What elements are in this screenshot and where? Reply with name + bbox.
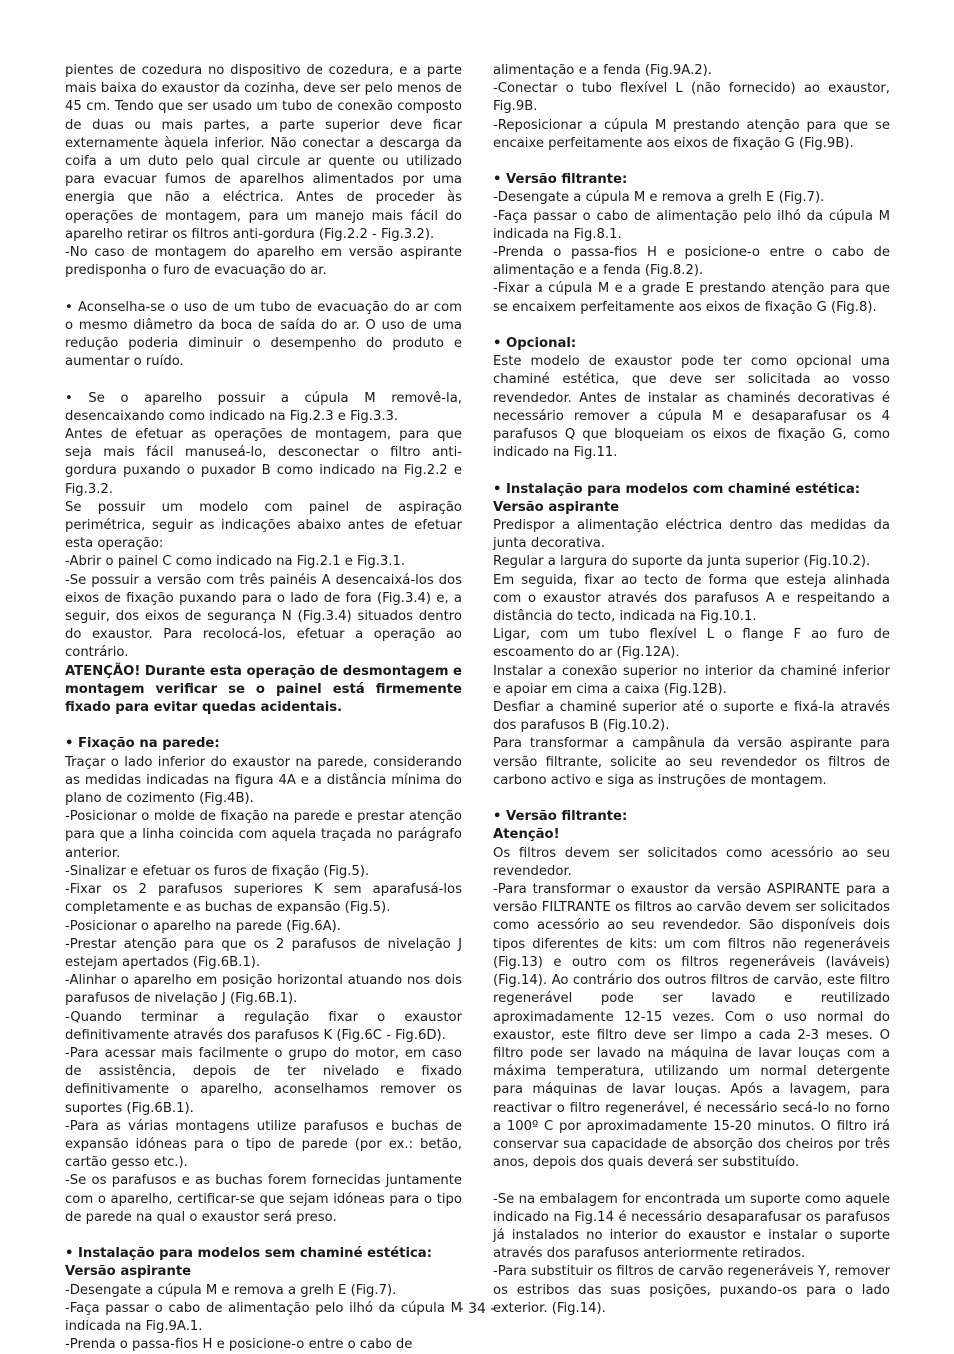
- paragraph: Ligar, com um tubo flexível L o flange F ao furo de escoamento do ar (Fig.12A).: [493, 627, 890, 661]
- paragraph: -Desengate a cúpula M e remova a grelh E (Fig.7).: [65, 1282, 397, 1298]
- paragraph: -Sinalizar e efetuar os furos de fixação (Fig.5).: [65, 863, 370, 879]
- subsection-heading: Versão aspirante: [493, 499, 620, 515]
- section-heading: • Versão filtrante:: [493, 172, 628, 188]
- paragraph: Os filtros devem ser solicitados como acessório ao seu revendedor.: [493, 845, 890, 879]
- paragraph: Instalar a conexão superior no interior da chaminé inferior e apoiar em cima a caixa (Fig.12B).: [493, 663, 890, 697]
- paragraph: -Prenda o passa-fios H e posicione-o entre o cabo de: [65, 1337, 413, 1353]
- section-heading: • Instalação para modelos com chaminé estética:: [493, 481, 861, 497]
- paragraph: Para transformar a campânula da versão aspirante para versão filtrante, solicite ao seu revendedor os filtros de carbono activo e siga as instruções de montagem.: [493, 736, 890, 788]
- paragraph: Antes de efetuar as operações de montagem, para que seja mais fácil manuseá-lo, desconectar o filtro anti-gordura puxando o puxador B como indicado na Fig.2.2 e Fig.3.2.: [65, 427, 462, 497]
- warning-paragraph: ATENÇÃO! Durante esta operação de desmontagem e montagem verificar se o painel está firmemente fixado para evitar quedas acidentais.: [65, 663, 462, 716]
- page-number: - 34 -: [458, 1301, 496, 1317]
- paragraph: -Para as várias montagens utilize parafusos e buchas de expansão idóneas para o tipo de parede (por ex.: betão, cartão gesso etc.).: [65, 1118, 462, 1171]
- paragraph: Regular a largura do suporte da junta superior (Fig.10.2).: [493, 554, 871, 570]
- paragraph: -No caso de montagem do aparelho em versão aspirante predisponha o furo de evacuação do ar.: [65, 245, 462, 279]
- paragraph: -Posicionar o aparelho na parede (Fig.6A).: [65, 918, 341, 934]
- paragraph: -Posicionar o molde de fixação na parede e prestar atenção para que a linha coincida com aquela traçada no parágrafo anterior.: [65, 809, 462, 861]
- paragraph: -Faça passar o cabo de alimentação pelo ilhó da cúpula M indicada na Fig.9A.1.: [65, 1300, 462, 1334]
- paragraph: pientes de cozedura no dispositivo de cozedura, e a parte mais baixa do exaustor da cozinha, deve ser pelo menos de 45 cm. Tendo que ser usado um tubo de conexão composto de duas ou mais partes, a parte superior deve ficar externamente àquela inferior. Não conectar a descarga da coifa a um duto pelo qual circule ar quente ou utilizado para evacuar fumos de aparelhos alimentados por uma energia que não a eléctrica. Antes de proceder às operações de montagem, para um manejo mais fácil do aparelho retirar os filtros anti-gordura (Fig.2.2 - Fig.3.2).: [65, 63, 462, 242]
- paragraph: Em seguida, fixar ao tecto de forma que esteja alinhada com o exaustor através dos parafusos A e respeitando a distância do tecto, indicada na Fig.10.1.: [493, 572, 890, 625]
- paragraph: -Se os parafusos e as buchas forem fornecidas juntamente com o aparelho, certificar-se que sejam idóneas para o tipo de parede na qual o exaustor será preso.: [65, 1173, 462, 1225]
- paragraph: -Prestar atenção para que os 2 parafusos de nivelação J estejam apertados (Fig.6B.1).: [65, 936, 462, 970]
- paragraph: -Fixar a cúpula M e a grade E prestando atenção para que se encaixem perfeitamente aos eixos de fixação G (Fig.8).: [493, 281, 890, 315]
- paragraph: -Se na embalagem for encontrada um suporte como aquele indicado na Fig.14 é necessário desaparafusar os parafusos já instalados no interior do exaustor e instalar o suporte através dos parafusos anteriormente retirados.: [493, 1191, 890, 1262]
- paragraph: -Fixar os 2 parafusos superiores K sem aparafusá-los completamente e as buchas de expansão (Fig.5).: [65, 882, 462, 916]
- paragraph: Se possuir um modelo com painel de aspiração perimétrica, seguir as indicações abaixo antes de efetuar esta operação:: [65, 499, 462, 552]
- paragraph: -Conectar o tubo flexível L (não fornecido) ao exaustor, Fig.9B.: [493, 81, 890, 115]
- subsection-heading: Atenção!: [493, 827, 560, 843]
- paragraph: -Desengate a cúpula M e remova a grelh E (Fig.7).: [493, 190, 825, 206]
- right-column: [493, 62, 890, 1318]
- paragraph: Este modelo de exaustor pode ter como opcional uma chaminé estética, que deve ser solicitada ao vosso revendedor. Antes de instalar as chaminés decorativas é necessário remover a cúpula M e desaparafusar os 4 parafusos Q que bloqueiam os eixos de fixação G, como indicado na Fig.11.: [493, 354, 890, 461]
- paragraph: -Se possuir a versão com três painéis A desencaixá-los dos eixos de fixação puxando para o lado de fora (Fig.3.4) e, a seguir, dos eixos de segurança N (Fig.3.4) situados dentro do exaustor. Para recolocá-los, efetuar a operação ao contrário.: [65, 572, 462, 661]
- paragraph: -Para transformar o exaustor da versão ASPIRANTE para a versão FILTRANTE os filtros ao carvão devem ser solicitados como acessório ao seu revendedor. São disponíveis dois tipos diferentes de kits: um com filtros não regeneráveis (Fig.13) e outro com os filtros regeneráveis (laváveis) (Fig.14). Ao contrário dos outros filtros de carvão, este filtro regenerável pode ser lavado e reutilizado aproximadamente 12-15 vezes. Com o uso normal do exaustor, este filtro deve ser limpo a cada 2-3 meses. O filtro pode ser lavado na máquina de lavar louças com a máxima temperatura, utilizando um normal detergente para máquinas de lavar louças. Após a lavagem, para reactivar o filtro regenerável, é necessário secá-lo no forno a 100º C por aproximadamente 15-20 minutos. O filtro irá conservar sua capacidade de absorção dos cheiros por três anos, depois dos quais deverá ser substituído.: [493, 882, 890, 1171]
- paragraph: Desfiar a chaminé superior até o suporte e fixá-la através dos parafusos B (Fig.10.2).: [493, 700, 890, 734]
- paragraph: Traçar o lado inferior do exaustor na parede, considerando as medidas indicadas na figura 4A e a distância mínima do plano de cozimento (Fig.4B).: [65, 754, 462, 807]
- paragraph: alimentação e a fenda (Fig.9A.2).: [493, 63, 713, 78]
- section-heading: • Fixação na parede:: [65, 736, 220, 752]
- paragraph: -Faça passar o cabo de alimentação pelo ilhó da cúpula M indicada na Fig.8.1.: [493, 208, 890, 242]
- paragraph: -Alinhar o aparelho em posição horizontal atuando nos dois parafusos de nivelação J (Fig.6B.1).: [65, 973, 462, 1007]
- subsection-heading: Versão aspirante: [65, 1264, 192, 1280]
- section-heading: • Opcional:: [493, 336, 577, 352]
- paragraph: -Para acessar mais facilmente o grupo do motor, em caso de assistência, depois de ter nivelado e fixado definitivamente o aparelho, aconselhamos remover os suportes (Fig.6B.1).: [65, 1045, 462, 1116]
- paragraph: -Quando terminar a regulação fixar o exaustor definitivamente através dos parafusos K (Fig.6C - Fig.6D).: [65, 1009, 462, 1043]
- left-column: [65, 62, 462, 1354]
- paragraph: -Para substituir os filtros de carvão regeneráveis Y, remover os estribos das suas posições, puxando-os para o lado exterior. (Fig.14).: [493, 1264, 890, 1316]
- paragraph: -Abrir o painel C como indicado na Fig.2.1 e Fig.3.1.: [65, 554, 406, 570]
- paragraph: Predispor a alimentação eléctrica dentro das medidas da junta decorativa.: [493, 518, 890, 552]
- paragraph: -Reposicionar a cúpula M prestando atenção para que se encaixe perfeitamente aos eixos de fixação G (Fig.9B).: [493, 117, 890, 151]
- section-heading: • Instalação para modelos sem chaminé estética:: [65, 1246, 432, 1262]
- section-heading: • Versão filtrante:: [493, 809, 628, 825]
- paragraph: -Prenda o passa-fios H e posicione-o entre o cabo de alimentação e a fenda (Fig.8.2).: [493, 245, 890, 279]
- paragraph: • Aconselha-se o uso de um tubo de evacuação do ar com o mesmo diâmetro da boca de saída do ar. O uso de uma redução poderia diminuir o desempenho do produto e aumentar o ruído.: [65, 299, 462, 370]
- paragraph: • Se o aparelho possuir a cúpula M removê-la, desencaixando como indicado na Fig.2.3 e Fig.3.3.: [65, 390, 462, 424]
